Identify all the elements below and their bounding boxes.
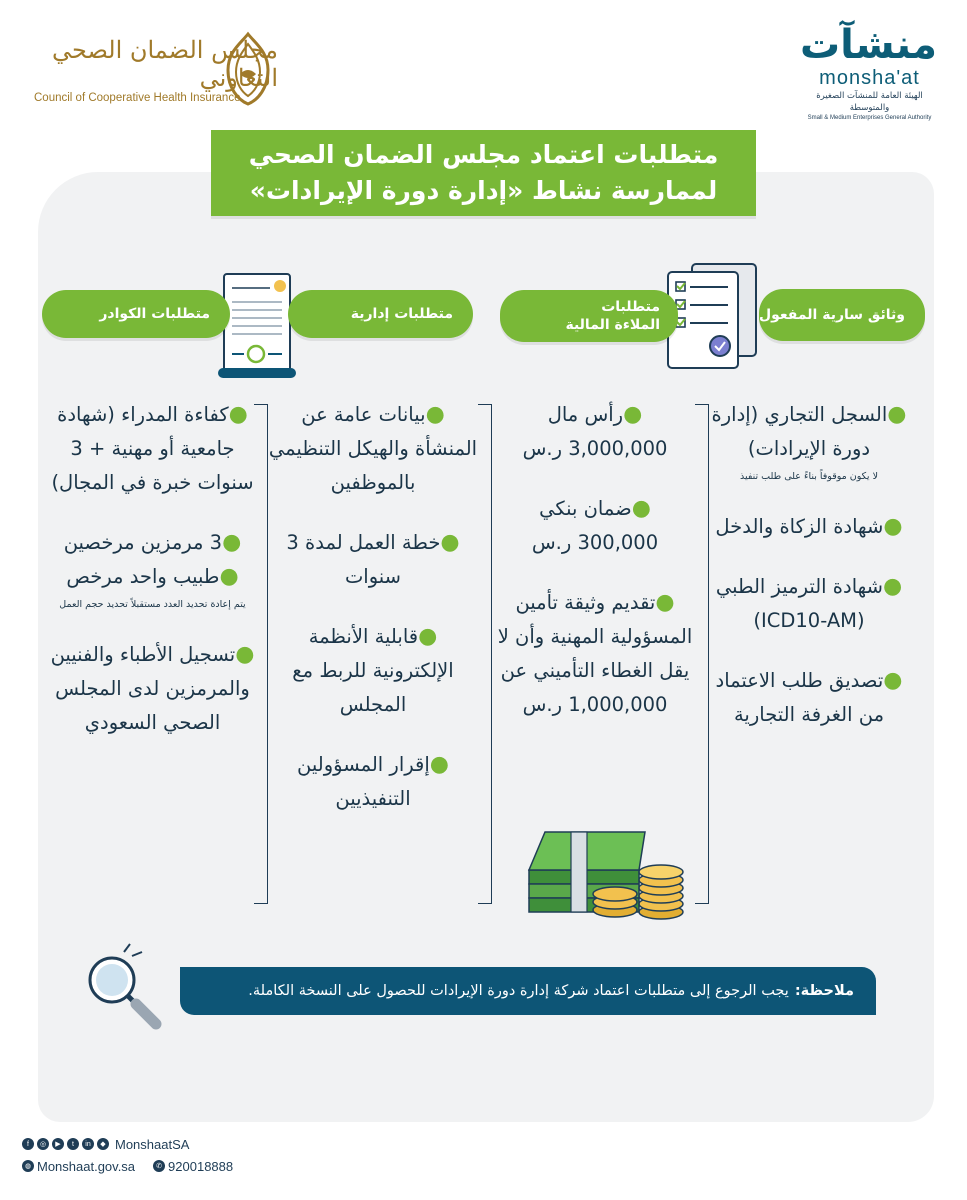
money-icon bbox=[525, 822, 690, 924]
monshaat-logo-ar: منشآت bbox=[799, 22, 937, 68]
monshaat-subtitle-ar: الهيئة العامة للمنشآت الصغيرة والمتوسطة bbox=[816, 91, 923, 113]
bullet-icon: ● bbox=[235, 642, 255, 667]
note-text: يجب الرجوع إلى متطلبات اعتماد شركة إدارة دورة الإيرادات للحصول على النسخة الكاملة. bbox=[248, 983, 789, 999]
phone-number[interactable]: 920018888 bbox=[168, 1158, 234, 1174]
title-line-2: لممارسة نشاط «إدارة دورة الإيرادات» bbox=[249, 176, 718, 205]
financial-header-line-2: الملاءة المالية bbox=[565, 317, 660, 333]
bullet-icon: ● bbox=[623, 402, 643, 427]
cchi-logo bbox=[22, 30, 278, 110]
section-header-documents: وثائق سارية المفعول bbox=[759, 289, 925, 341]
section-header-administrative: متطلبات إدارية bbox=[288, 290, 473, 338]
list-item: ●شهادة الترميز الطبي (ICD10-AM) bbox=[715, 574, 903, 632]
list-item: ●كفاءة المدراء (شهادة جامعية أو مهنية + 3 سنوات خبرة في المجال) bbox=[51, 402, 254, 494]
bullet-icon: ● bbox=[418, 624, 438, 649]
item-value: 3,000,000 ر.س bbox=[522, 437, 668, 460]
list-item: ●بيانات عامة عن المنشأة والهيكل التنظيمي بالموظفين bbox=[268, 402, 478, 494]
bullet-icon: ● bbox=[655, 590, 675, 615]
title-line-1: متطلبات اعتماد مجلس الضمان الصحي bbox=[248, 140, 719, 169]
item-value: 1,000,000 ر.س bbox=[522, 693, 668, 716]
documents-list bbox=[705, 398, 913, 758]
website-link[interactable]: Monshaat.gov.sa bbox=[37, 1158, 136, 1174]
monshaat-subtitle-en: Small & Medium Enterprises General Authority bbox=[807, 115, 932, 121]
list-item: ●تقديم وثيقة تأمين المسؤولية المهنية وأن لا يقل الغطاء التأميني عن 1,000,000 ر.س bbox=[490, 586, 700, 722]
monshaat-logo-en: monsha'at bbox=[819, 67, 920, 89]
page-title bbox=[211, 130, 756, 216]
list-item: ●قابلية الأنظمة الإلكترونية للربط مع المجلس bbox=[292, 624, 454, 716]
list-item: ●3 مرمزين مرخصين bbox=[63, 530, 242, 555]
bullet-icon: ● bbox=[425, 402, 445, 427]
facebook-icon[interactable]: f bbox=[22, 1138, 34, 1150]
item-note: لا يكون موقوفاً بناءً على طلب تنفيذ bbox=[739, 471, 878, 482]
note-label: ملاحظة: bbox=[794, 983, 854, 999]
administrative-list bbox=[268, 398, 478, 842]
monshaat-logo bbox=[799, 22, 937, 122]
staff-list bbox=[40, 398, 265, 766]
bullet-icon: ● bbox=[887, 402, 907, 427]
cchi-logo-ar: مجلس الضمان الصحي التعاوني bbox=[51, 36, 278, 92]
social-handle[interactable]: MonshaatSA bbox=[115, 1136, 190, 1152]
bullet-icon: ● bbox=[883, 668, 903, 693]
instagram-icon[interactable]: ◎ bbox=[37, 1138, 49, 1150]
section-header-staff: متطلبات الكوادر bbox=[42, 290, 230, 338]
financial-header-line-1: متطلبات bbox=[601, 299, 660, 315]
list-item: ●رأس مال 3,000,000 ر.س bbox=[490, 398, 700, 466]
phone-icon: ✆ bbox=[153, 1160, 165, 1172]
list-item: ●السجل التجاري (إدارة دورة الإيرادات) لا يكون موقوفاً بناءً على طلب تنفيذ bbox=[705, 398, 913, 484]
bullet-icon: ● bbox=[228, 402, 248, 427]
bullet-icon: ● bbox=[440, 530, 460, 555]
cchi-logo-en: Council of Cooperative Health Insurance bbox=[34, 92, 241, 104]
footer bbox=[22, 1133, 233, 1177]
list-item: ●خطة العمل لمدة 3 سنوات bbox=[286, 530, 460, 588]
item-note: يتم إعادة تحديد العدد مستقبلاً تحديد حجم العمل bbox=[59, 599, 246, 610]
bullet-icon: ● bbox=[631, 496, 651, 521]
list-item: ●ضمان بنكي 300,000 ر.س bbox=[490, 492, 700, 560]
note-bar bbox=[180, 967, 876, 1015]
bullet-icon: ● bbox=[222, 530, 242, 555]
globe-icon: ◍ bbox=[22, 1160, 34, 1172]
bullet-icon: ● bbox=[882, 574, 903, 599]
snapchat-icon[interactable]: ◆ bbox=[97, 1138, 109, 1150]
twitter-icon[interactable]: t bbox=[67, 1138, 79, 1150]
list-item: ●إقرار المسؤولين التنفيذيين bbox=[297, 752, 449, 810]
list-item: ●تسجيل الأطباء والفنيين والمرمزين لدى المجلس الصحي السعودي bbox=[50, 642, 255, 734]
financial-list bbox=[490, 398, 700, 748]
magnifier-icon bbox=[84, 940, 166, 1030]
item-value: 300,000 ر.س bbox=[531, 531, 659, 554]
bullet-icon: ● bbox=[883, 514, 903, 539]
youtube-icon[interactable]: ▶ bbox=[52, 1138, 64, 1150]
documents-checklist-icon bbox=[662, 258, 772, 373]
bullet-icon: ● bbox=[219, 564, 239, 589]
section-header-financial bbox=[500, 290, 678, 342]
list-item: ●شهادة الزكاة والدخل bbox=[715, 514, 903, 539]
list-item: ●تصديق طلب الاعتماد من الغرفة التجارية bbox=[715, 668, 903, 726]
bullet-icon: ● bbox=[429, 752, 449, 777]
list-item: ●طبيب واحد مرخص يتم إعادة تحديد العدد مستقبلاً تحديد حجم العمل bbox=[40, 560, 265, 612]
linkedin-icon[interactable]: in bbox=[82, 1138, 94, 1150]
